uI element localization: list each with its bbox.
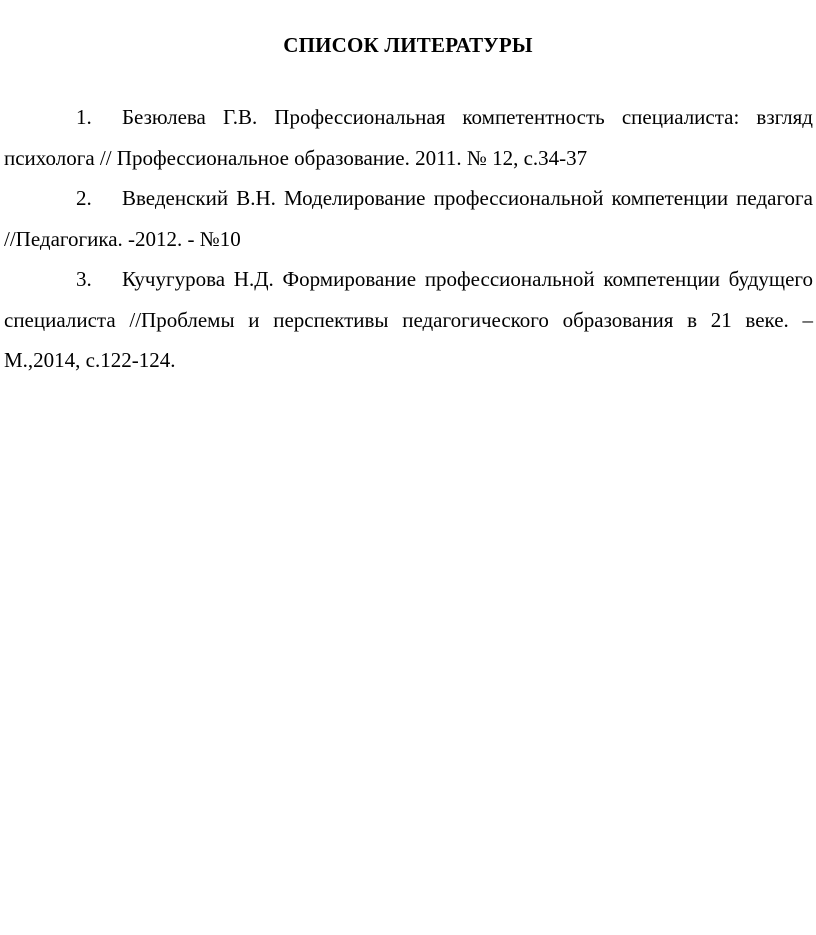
reference-text: Кучугурова Н.Д. Формирование профессиональной компетенции будущего специалиста //Проблемы и перспективы педагогического образования в 21 веке. – М.,2014, с.122-124.	[4, 267, 813, 372]
reference-item-1	[4, 97, 813, 178]
reference-item-2	[4, 178, 813, 259]
reference-number: 3.	[76, 267, 92, 291]
reference-list	[4, 97, 813, 381]
reference-text: Безюлева Г.В. Профессиональная компетентность специалиста: взгляд психолога // Профессиональное образование. 2011. № 12, с.34-37	[4, 105, 813, 170]
reference-text: Введенский В.Н. Моделирование профессиональной компетенции педагога //Педагогика. -2012. - №10	[4, 186, 813, 251]
page-title: СПИСОК ЛИТЕРАТУРЫ	[283, 33, 533, 57]
reference-item-3	[4, 259, 813, 381]
reference-number: 2.	[76, 186, 92, 210]
reference-number: 1.	[76, 105, 92, 129]
